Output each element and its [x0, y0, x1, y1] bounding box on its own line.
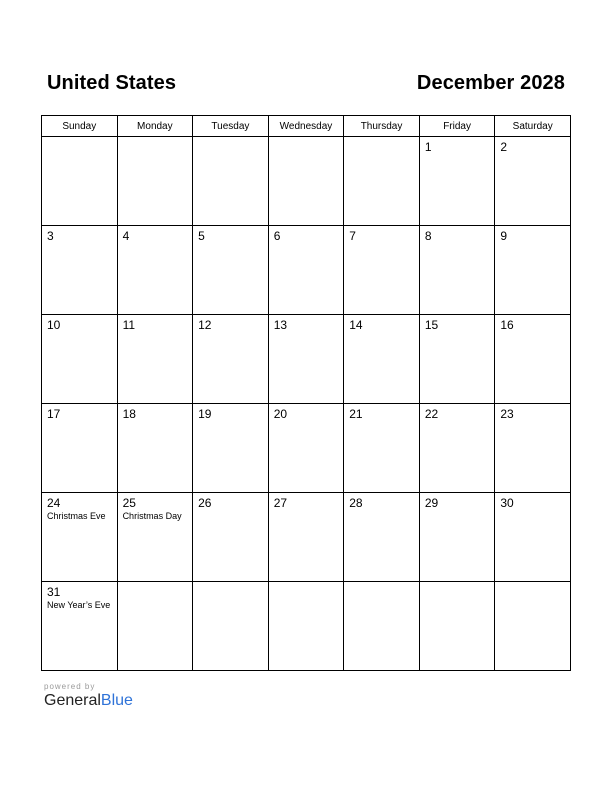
day-cell — [268, 315, 344, 404]
day-number: 23 — [500, 407, 514, 421]
weekday-header-monday: Monday — [117, 116, 193, 137]
day-number: 8 — [424, 229, 432, 243]
day-cell — [419, 582, 495, 671]
day-number: 12 — [198, 318, 212, 332]
day-cell — [495, 493, 571, 582]
weekday-header-saturday: Saturday — [495, 116, 571, 137]
week-row — [42, 493, 571, 582]
week-row — [42, 404, 571, 493]
day-cell — [344, 404, 420, 493]
week-row — [42, 137, 571, 226]
day-cell — [117, 137, 193, 226]
day-number: 13 — [273, 318, 288, 332]
week-row — [42, 226, 571, 315]
weekday-header-sunday: Sunday — [42, 116, 118, 137]
day-cell — [344, 315, 420, 404]
brand-name-blue: Blue — [100, 692, 133, 709]
day-cell — [419, 493, 495, 582]
day-cell — [344, 582, 420, 671]
footer-branding — [44, 682, 133, 710]
day-number: 29 — [424, 496, 439, 510]
day-cell — [42, 493, 118, 582]
day-number: 26 — [198, 496, 212, 510]
day-cell — [268, 226, 344, 315]
day-number: 6 — [273, 229, 281, 243]
weekday-header-thursday: Thursday — [344, 116, 420, 137]
day-cell — [344, 493, 420, 582]
day-cell — [42, 404, 118, 493]
day-number: 15 — [424, 318, 439, 332]
day-cell — [42, 315, 118, 404]
weekday-header-row — [42, 116, 571, 137]
day-number: 31 — [47, 585, 61, 599]
day-number: 1 — [424, 140, 432, 154]
day-cell — [117, 315, 193, 404]
weekday-header-wednesday: Wednesday — [268, 116, 344, 137]
day-cell — [495, 404, 571, 493]
day-number: 30 — [500, 496, 514, 510]
day-number: 25 — [122, 496, 136, 510]
day-cell — [193, 226, 269, 315]
day-number: 4 — [122, 229, 130, 243]
country-title: United States — [47, 72, 177, 94]
week-row — [42, 582, 571, 671]
day-cell — [193, 493, 269, 582]
day-number: 20 — [273, 407, 288, 421]
day-cell — [344, 226, 420, 315]
day-number: 11 — [122, 318, 136, 332]
day-number: 9 — [500, 229, 508, 243]
day-cell — [419, 226, 495, 315]
calendar-grid — [41, 115, 571, 671]
day-cell — [117, 582, 193, 671]
holiday-label: New Year’s Eve — [47, 600, 111, 610]
day-cell — [495, 315, 571, 404]
day-cell — [193, 137, 269, 226]
day-number: 7 — [349, 229, 356, 243]
day-number: 5 — [198, 229, 205, 243]
day-number: 18 — [122, 407, 136, 421]
day-number: 3 — [47, 229, 54, 243]
calendar-body — [42, 137, 571, 671]
day-cell — [495, 137, 571, 226]
day-number: 28 — [349, 496, 363, 510]
brand-name-general: General — [44, 692, 101, 709]
day-number: 22 — [424, 407, 439, 421]
day-number: 24 — [47, 496, 61, 510]
day-number: 2 — [500, 140, 508, 154]
day-cell — [268, 493, 344, 582]
day-cell — [268, 404, 344, 493]
day-cell — [42, 137, 118, 226]
day-cell — [419, 404, 495, 493]
day-cell — [419, 315, 495, 404]
month-year-title: December 2028 — [416, 72, 565, 94]
day-number: 10 — [47, 318, 61, 332]
day-cell — [117, 404, 193, 493]
weekday-header-friday: Friday — [419, 116, 495, 137]
weekday-header-tuesday: Tuesday — [193, 116, 269, 137]
day-cell — [193, 315, 269, 404]
day-cell — [117, 493, 193, 582]
day-cell — [268, 582, 344, 671]
day-cell — [495, 226, 571, 315]
day-cell — [495, 582, 571, 671]
day-cell — [419, 137, 495, 226]
holiday-label: Christmas Day — [122, 511, 182, 521]
day-cell — [42, 582, 118, 671]
day-cell — [117, 226, 193, 315]
day-number: 16 — [500, 318, 514, 332]
day-number: 27 — [273, 496, 288, 510]
day-cell — [42, 226, 118, 315]
day-cell — [193, 582, 269, 671]
day-number: 19 — [198, 407, 212, 421]
holiday-label: Christmas Eve — [47, 511, 106, 521]
powered-by-text: powered by — [44, 682, 96, 691]
day-number: 14 — [349, 318, 363, 332]
day-number: 21 — [349, 407, 363, 421]
day-cell — [344, 137, 420, 226]
day-number: 17 — [47, 407, 61, 421]
week-row — [42, 315, 571, 404]
day-cell — [193, 404, 269, 493]
day-cell — [268, 137, 344, 226]
brand-logo — [44, 692, 133, 710]
